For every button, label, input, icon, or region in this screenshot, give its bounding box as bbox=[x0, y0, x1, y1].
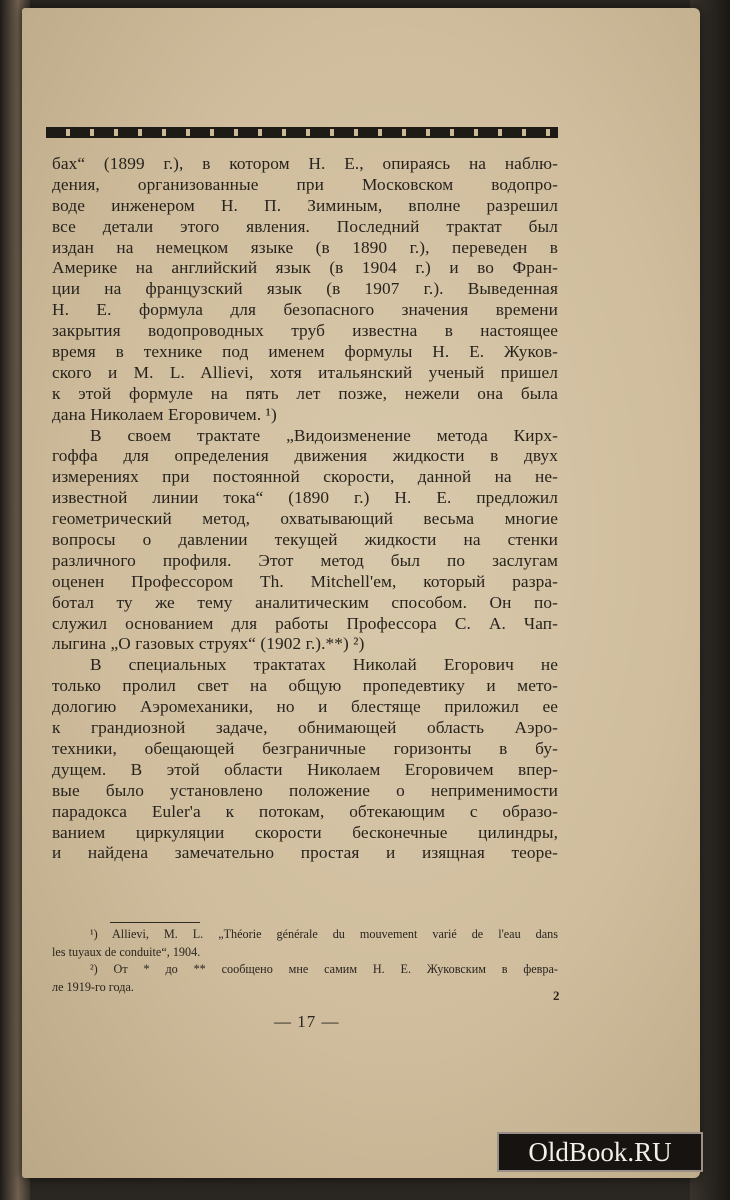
text-line: дологию Аэромеханики, но и блестяще приложил ее bbox=[52, 697, 558, 717]
text-line: к этой формуле на пять лет позже, нежели она была bbox=[52, 383, 558, 403]
text-line: ского и M. L. Allievi, хотя итальянский ученый пришел bbox=[52, 362, 558, 382]
text-line: ции на французский язык (в 1907 г.). Выведенная bbox=[52, 279, 558, 299]
text-line: закрытия водопроводных труб известна в настоящее bbox=[52, 321, 558, 341]
text-line: гоффа для определения движения жидкости в двух bbox=[52, 446, 558, 466]
text-line: различного профиля. Этот метод был по заслугам bbox=[52, 550, 558, 570]
text-line: геометрический метод, охватывающий весьма многие bbox=[52, 509, 558, 529]
text-line: воде инженером Н. П. Зиминым, вполне разрешил bbox=[52, 195, 558, 215]
text-line: только пролил свет на общую пропедевтику и мето- bbox=[52, 676, 558, 696]
body-text bbox=[52, 154, 558, 864]
text-line: дана Николаем Егоровичем. ¹) bbox=[52, 404, 277, 424]
footnote-line: ле 1919-го года. bbox=[52, 979, 134, 994]
text-line: вые было установлено положение о неприменимости bbox=[52, 780, 558, 800]
text-line: дения, организованные при Московском водопро- bbox=[52, 174, 558, 194]
text-line: В своем трактате „Видоизменение метода Кирх- bbox=[90, 425, 558, 445]
text-line: ботал ту же тему аналитическим способом. Он по- bbox=[52, 592, 558, 612]
text-line: издан на немецком языке (в 1890 г.), переведен в bbox=[52, 237, 558, 257]
page-number: — 17 — bbox=[274, 1012, 340, 1031]
text-line: измерениях при постоянной скорости, данной на не- bbox=[52, 467, 558, 487]
text-line: оценен Профессором Th. Mitchell'ем, который разра- bbox=[52, 571, 558, 591]
text-line: вопросы о давлении текущей жидкости на стенки bbox=[52, 530, 558, 550]
text-line: парадокса Euler'а к потокам, обтекающим с образо- bbox=[52, 801, 558, 821]
footnote-line: ²) От * до ** сообщено мне самим Н. Е. Жуковским в февра- bbox=[90, 962, 558, 976]
text-line: Н. Е. формула для безопасного значения времени bbox=[52, 300, 558, 320]
text-line: служил основанием для работы Профессора С. А. Чап- bbox=[52, 613, 558, 633]
text-line: техники, обещающей безграничные горизонты в бу- bbox=[52, 738, 558, 758]
text-line: бах“ (1899 г.), в котором Н. Е., опираясь на наблю- bbox=[52, 154, 558, 173]
text-line: В специальных трактатах Николай Егорович не bbox=[90, 655, 558, 675]
signature-mark: 2 bbox=[553, 988, 560, 1003]
text-line: Америке на английский язык (в 1904 г.) и во Фран- bbox=[52, 258, 558, 278]
header-ornament bbox=[46, 127, 558, 138]
text-line: лыгина „О газовых струях“ (1902 г.).**) ²) bbox=[52, 634, 365, 654]
text-line: дущем. В этой области Николаем Егоровичем впер- bbox=[52, 759, 558, 779]
footnote-line: les tuyaux de conduite“, 1904. bbox=[52, 944, 201, 959]
footnotes bbox=[52, 926, 558, 996]
text-line: все детали этого явления. Последний трактат был bbox=[52, 216, 558, 236]
footnote-divider bbox=[110, 922, 200, 923]
text-line: известной линии тока“ (1890 г.) Н. Е. предложил bbox=[52, 488, 558, 508]
text-line: к грандиозной задаче, обнимающей область Аэро- bbox=[52, 718, 558, 738]
watermark-logo: OldBook.RU bbox=[497, 1132, 703, 1172]
footnote-line: ¹) Allievi, M. L. „Théorie générale du mouvement varié de l'eau dans bbox=[90, 927, 558, 941]
text-line: ванием циркуляции скорости бесконечные цилиндры, bbox=[52, 822, 558, 842]
text-line: и найдена замечательно простая и изящная теоре- bbox=[52, 843, 558, 863]
text-line: время в технике под именем формулы Н. Е. Жуков- bbox=[52, 342, 558, 362]
